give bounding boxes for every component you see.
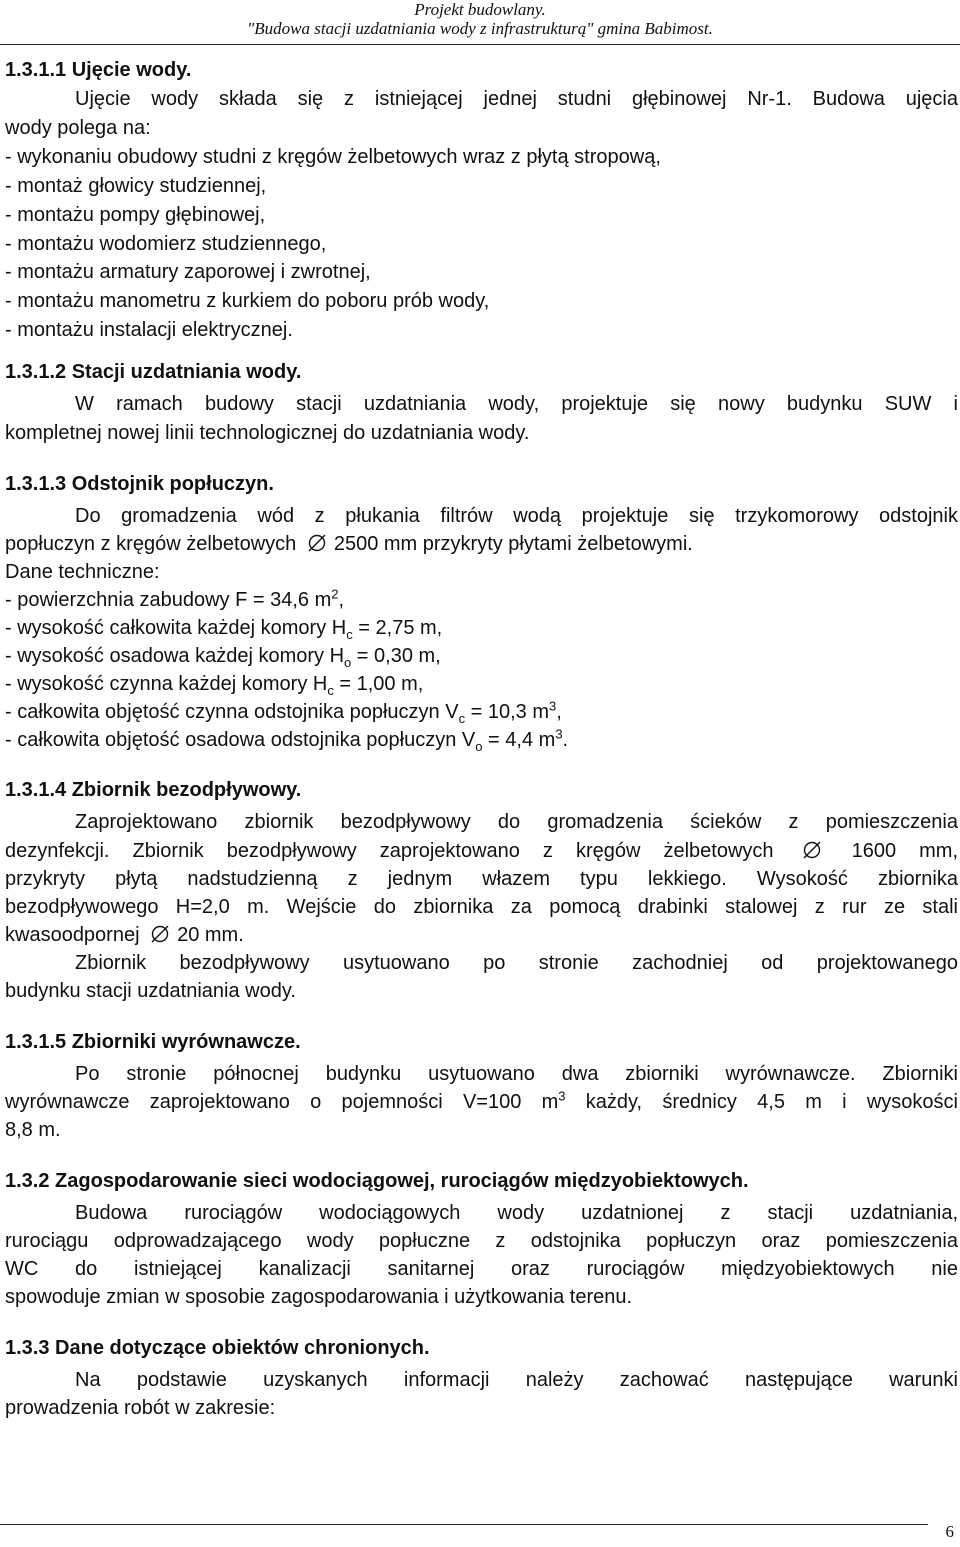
heading-odstojnik: 1.3.1.3 Odstojnik popłuczyn. bbox=[5, 473, 274, 495]
list-item: - wykonaniu obudowy studni z kręgów żelbetowych wraz z płytą stropową, bbox=[5, 146, 661, 168]
paragraph-line: budynku stacji uzdatniania wody. bbox=[5, 980, 296, 1002]
spec-item: - wysokość czynna każdej komory $H_c = 1,00$ m, bbox=[5, 673, 424, 698]
heading-zbiornik-bezodplywowy: 1.3.1.4 Zbiornik bezodpływowy. bbox=[5, 779, 302, 801]
paragraph-line: rurociągu odprowadzającego wody popłuczne z odstojnika popłuczyn oraz pomieszczenia bbox=[5, 1230, 958, 1252]
paragraph-line: Po stronie północnej budynku usytuowano dwa zbiorniki wyrównawcze. Zbiorniki bbox=[75, 1063, 958, 1085]
list-item: - montażu pompy głębinowej, bbox=[5, 204, 266, 226]
paragraph-line: popłuczyn z kręgów żelbetowych 2500 mm przykryty płytami żelbetowymi. bbox=[5, 533, 693, 555]
paragraph-line: 8,8 m. bbox=[5, 1119, 61, 1141]
page-number: 6 bbox=[945, 1522, 954, 1541]
header-line-project: Projekt budowlany. bbox=[414, 0, 546, 19]
list-item: - montażu armatury zaporowej i zwrotnej, bbox=[5, 261, 371, 283]
paragraph-line: wyrównawcze zaprojektowano o pojemności V=100 $m^3$ każdy, średnicy 4,5 m i wysokości bbox=[5, 1088, 958, 1113]
list-item: - montaż głowicy studziennej, bbox=[5, 175, 267, 197]
spec-item: - powierzchnia zabudowy F = 34,6 $m^2$, bbox=[5, 586, 345, 611]
paragraph-line: Do gromadzenia wód z płukania filtrów wodą projektuje się trzykomorowy odstojnik bbox=[75, 505, 958, 527]
paragraph-line: kompletnej nowej linii technologicznej do uzdatniania wody. bbox=[5, 422, 530, 444]
heading-zagospodarowanie-sieci: 1.3.2 Zagospodarowanie sieci wodociągowej, rurociągów międzyobiektowych. bbox=[5, 1170, 749, 1192]
paragraph-line: wody polega na: bbox=[5, 117, 151, 139]
list-item: - montażu wodomierz studziennego, bbox=[5, 233, 327, 255]
diameter-icon bbox=[801, 841, 823, 859]
paragraph-line: Zaprojektowano zbiornik bezodpływowy do gromadzenia ścieków z pomieszczenia bbox=[75, 811, 958, 833]
header-line-title: "Budowa stacji uzdatniania wody z infrastrukturą" gmina Babimost. bbox=[247, 19, 713, 38]
paragraph-line: dezynfekcji. Zbiornik bezodpływowy zaprojektowano z kręgów żelbetowych 1600 mm, bbox=[5, 840, 959, 862]
paragraph-line: Zbiornik bezodpływowy usytuowano po stronie zachodniej od projektowanego bbox=[75, 952, 958, 974]
diameter-icon bbox=[306, 534, 328, 552]
paragraph-line: W ramach budowy stacji uzdatniania wody, projektuje się nowy budynku SUW i bbox=[75, 393, 958, 415]
spec-item: - całkowita objętość czynna odstojnika popłuczyn $V_c = 10,3$ $m^3$, bbox=[5, 698, 562, 726]
paragraph-line: bezodpływowego H=2,0 m. Wejście do zbiornika za pomocą drabinki stalowej z rur ze stali bbox=[5, 896, 958, 918]
paragraph-line: prowadzenia robót w zakresie: bbox=[5, 1397, 276, 1419]
spec-item: - wysokość całkowita każdej komory $H_c = 2,75$ m, bbox=[5, 617, 443, 642]
list-item: - montażu manometru z kurkiem do poboru prób wody, bbox=[5, 290, 490, 312]
spec-item: - całkowita objętość osadowa odstojnika popłuczyn $V_o = 4,4$ $m^3$. bbox=[5, 726, 569, 754]
spec-item: - wysokość osadowa każdej komory $H_o = 0,30$ m, bbox=[5, 645, 441, 670]
heading-obiekty-chronione: 1.3.3 Dane dotyczące obiektów chronionych. bbox=[5, 1337, 430, 1359]
footer-divider bbox=[0, 1524, 928, 1525]
diameter-icon bbox=[149, 925, 171, 943]
paragraph-line: Budowa rurociągów wodociągowych wody uzdatnionej z stacji uzdatniania, bbox=[75, 1202, 958, 1224]
paragraph-line: spowoduje zmian w sposobie zagospodarowania i użytkowania terenu. bbox=[5, 1286, 633, 1308]
list-item: - montażu instalacji elektrycznej. bbox=[5, 319, 293, 341]
page-header bbox=[0, 0, 960, 45]
paragraph-line: WC do istniejącej kanalizacji sanitarnej oraz rurociągów międzyobiektowych nie bbox=[5, 1258, 958, 1280]
paragraph-line: Na podstawie uzyskanych informacji należy zachować następujące warunki bbox=[75, 1369, 958, 1391]
heading-ujecie-wody: 1.3.1.1 Ujęcie wody. bbox=[5, 59, 192, 81]
label-dane-techniczne: Dane techniczne: bbox=[5, 561, 160, 583]
heading-zbiorniki-wyrownawcze: 1.3.1.5 Zbiorniki wyrównawcze. bbox=[5, 1031, 301, 1053]
paragraph-line: kwasoodpornej 20 mm. bbox=[5, 924, 244, 946]
heading-stacja-uzdatniania: 1.3.1.2 Stacji uzdatniania wody. bbox=[5, 361, 302, 383]
paragraph-line: przykryty płytą nadstudzienną z jednym włazem typu lekkiego. Wysokość zbiornika bbox=[5, 868, 958, 890]
paragraph-line: Ujęcie wody składa się z istniejącej jednej studni głębinowej Nr-1. Budowa ujęcia bbox=[75, 88, 958, 110]
